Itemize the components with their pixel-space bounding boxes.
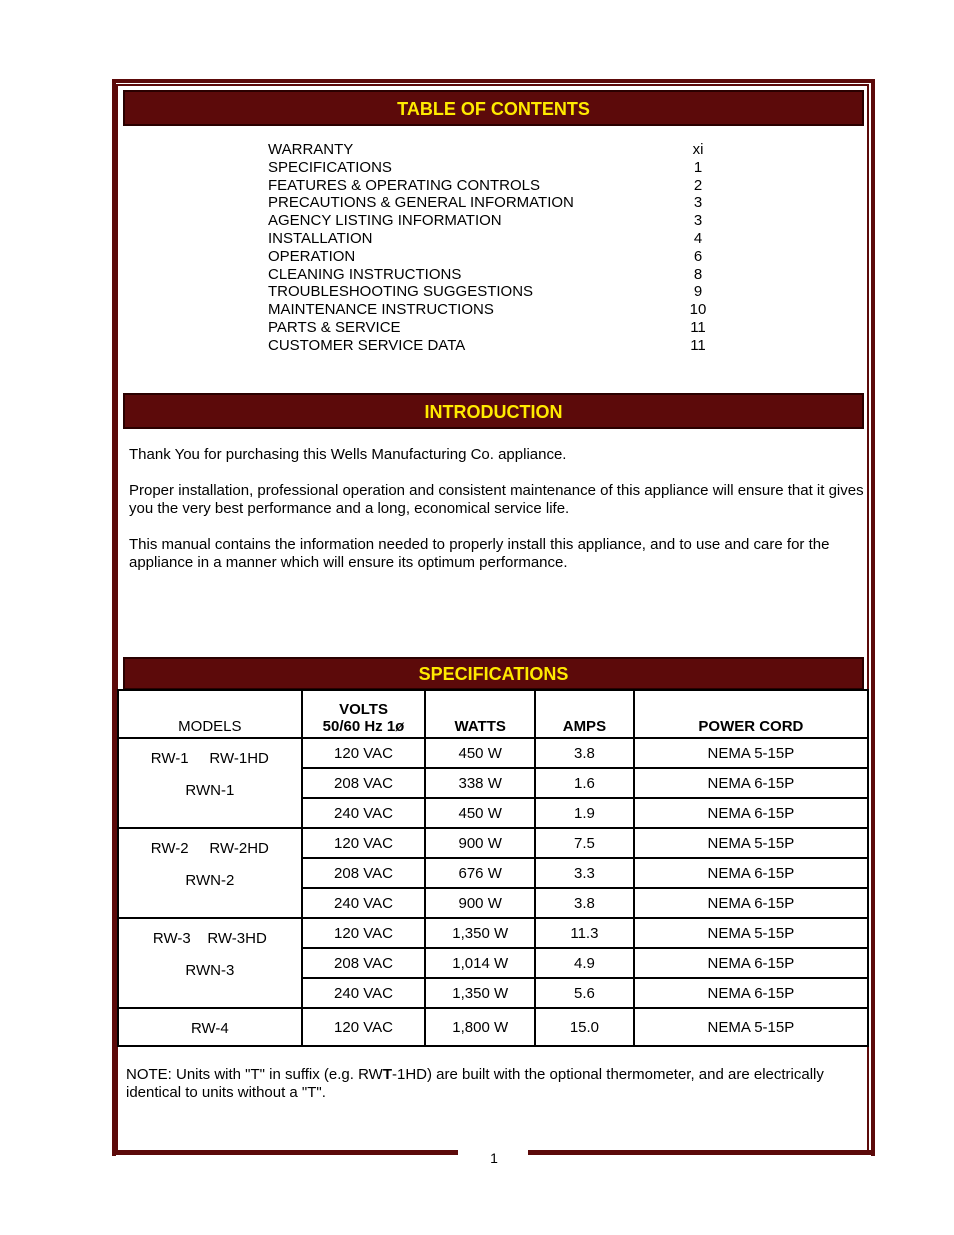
cell-volts: 208 VAC	[302, 858, 426, 888]
note-text-bold: T	[382, 1066, 392, 1083]
cell-amps: 11.3	[535, 918, 634, 948]
toc-entry	[268, 230, 708, 248]
model-cell	[118, 918, 302, 1008]
frame-bottom-left	[112, 1150, 458, 1155]
page-number: 1	[490, 1150, 498, 1166]
toc-list	[268, 141, 708, 355]
toc-entry-page: 8	[693, 265, 703, 283]
cell-cord: NEMA 6-15P	[634, 858, 868, 888]
header-volts-line2: 50/60 Hz 1ø	[322, 718, 405, 735]
toc-entry-title: INSTALLATION	[268, 229, 373, 247]
header-volts	[302, 690, 426, 738]
cell-cord: NEMA 5-15P	[634, 738, 868, 768]
toc-entry-page: 1	[693, 158, 703, 176]
header-watts: WATTS	[425, 690, 535, 738]
toc-entry-title: CUSTOMER SERVICE DATA	[268, 336, 466, 354]
cell-watts: 1,800 W	[425, 1008, 535, 1046]
cell-volts: 240 VAC	[302, 978, 426, 1008]
cell-cord: NEMA 6-15P	[634, 888, 868, 918]
cell-cord: NEMA 5-15P	[634, 1008, 868, 1046]
toc-entry-page: 11	[690, 336, 706, 354]
toc-entry	[268, 319, 708, 337]
toc-entry	[268, 177, 708, 195]
cell-volts: 120 VAC	[302, 828, 426, 858]
toc-entry-title: FEATURES & OPERATING CONTROLS	[268, 176, 540, 194]
header-volts-line1: VOLTS	[339, 701, 388, 718]
toc-entry	[268, 194, 708, 212]
toc-entry-page: 9	[693, 283, 703, 301]
cell-amps: 7.5	[535, 828, 634, 858]
cell-watts: 1,350 W	[425, 918, 535, 948]
specifications-table	[117, 689, 869, 1047]
model-cell	[118, 1008, 302, 1046]
table-row	[118, 828, 868, 858]
model-line-1: RW-3 RW-3HD	[152, 930, 267, 947]
cell-cord: NEMA 6-15P	[634, 798, 868, 828]
toc-entry-title: MAINTENANCE INSTRUCTIONS	[268, 301, 494, 319]
cell-watts: 900 W	[425, 888, 535, 918]
table-row	[118, 1008, 868, 1046]
specifications-note	[126, 1066, 866, 1102]
model-line-1: RW-4	[190, 1020, 229, 1037]
cell-volts: 208 VAC	[302, 948, 426, 978]
header-models: MODELS	[118, 690, 302, 738]
table-header-row	[118, 690, 868, 738]
toc-entry-page: 10	[689, 301, 707, 319]
cell-amps: 5.6	[535, 978, 634, 1008]
toc-entry	[268, 248, 708, 266]
toc-entry-title: CLEANING INSTRUCTIONS	[268, 265, 462, 283]
toc-heading: TABLE OF CONTENTS	[123, 90, 864, 126]
toc-entry	[268, 212, 708, 230]
table-row	[118, 738, 868, 768]
toc-entry-page: 11	[690, 318, 706, 336]
header-power-cord: POWER CORD	[634, 690, 868, 738]
specifications-heading: SPECIFICATIONS	[123, 657, 864, 690]
toc-entry	[268, 159, 708, 177]
cell-watts: 676 W	[425, 858, 535, 888]
cell-cord: NEMA 6-15P	[634, 768, 868, 798]
toc-entry-page: 3	[693, 212, 703, 230]
cell-amps: 1.9	[535, 798, 634, 828]
cell-cord: NEMA 6-15P	[634, 948, 868, 978]
cell-volts: 208 VAC	[302, 768, 426, 798]
cell-amps: 3.8	[535, 888, 634, 918]
toc-entry-title: AGENCY LISTING INFORMATION	[268, 212, 502, 230]
intro-paragraph: Thank You for purchasing this Wells Manufacturing Co. appliance.	[129, 446, 567, 463]
toc-entry-page: 4	[693, 229, 703, 247]
model-line-1: RW-2 RW-2HD	[150, 840, 269, 857]
toc-entry-title: TROUBLESHOOTING SUGGESTIONS	[268, 283, 534, 301]
model-cell	[118, 828, 302, 918]
cell-amps: 3.3	[535, 858, 634, 888]
cell-watts: 1,350 W	[425, 978, 535, 1008]
cell-amps: 1.6	[535, 768, 634, 798]
cell-cord: NEMA 6-15P	[634, 978, 868, 1008]
header-amps: AMPS	[535, 690, 634, 738]
cell-cord: NEMA 5-15P	[634, 918, 868, 948]
toc-entry	[268, 266, 708, 284]
toc-entry-title: SPECIFICATIONS	[268, 158, 392, 176]
frame-bottom-right	[528, 1150, 875, 1155]
cell-volts: 120 VAC	[302, 918, 426, 948]
cell-watts: 1,014 W	[425, 948, 535, 978]
introduction-body	[129, 446, 864, 590]
intro-paragraph: Proper installation, professional operation and consistent maintenance of this appliance will ensure that it gives you the very best performance and a long, economical service life.	[129, 482, 864, 517]
toc-entry-page: 6	[693, 247, 703, 265]
note-text-suffix: -1HD) are built with the optional thermometer, and are electrically identical to units without a "T".	[126, 1066, 824, 1101]
note-text-prefix: NOTE: Units with "T" in suffix (e.g. RW	[126, 1066, 383, 1083]
introduction-heading: INTRODUCTION	[123, 393, 864, 429]
model-line-2: RWN-2	[185, 872, 235, 889]
toc-entry-title: PRECAUTIONS & GENERAL INFORMATION	[268, 194, 574, 212]
model-cell	[118, 738, 302, 828]
toc-entry	[268, 283, 708, 301]
cell-cord: NEMA 5-15P	[634, 828, 868, 858]
toc-entry-page: xi	[692, 141, 704, 158]
model-line-1: RW-1 RW-1HD	[150, 750, 269, 767]
cell-volts: 240 VAC	[302, 888, 426, 918]
model-line-2: RWN-3	[185, 962, 235, 979]
toc-entry-page: 2	[693, 176, 703, 194]
intro-paragraph: This manual contains the information needed to properly install this appliance, and to use and care for the appliance in a manner which will ensure its optimum performance.	[129, 536, 830, 571]
toc-entry-title: PARTS & SERVICE	[268, 318, 401, 336]
toc-entry-title: OPERATION	[268, 247, 356, 265]
cell-watts: 450 W	[425, 738, 535, 768]
toc-entry	[268, 301, 708, 319]
model-line-2: RWN-1	[185, 782, 235, 799]
cell-volts: 120 VAC	[302, 1008, 426, 1046]
cell-amps: 4.9	[535, 948, 634, 978]
toc-entry	[268, 141, 708, 159]
cell-volts: 120 VAC	[302, 738, 426, 768]
cell-amps: 3.8	[535, 738, 634, 768]
cell-watts: 900 W	[425, 828, 535, 858]
toc-entry	[268, 337, 708, 355]
cell-watts: 338 W	[425, 768, 535, 798]
cell-watts: 450 W	[425, 798, 535, 828]
table-row	[118, 918, 868, 948]
cell-volts: 240 VAC	[302, 798, 426, 828]
toc-entry-title: WARRANTY	[268, 141, 354, 158]
toc-entry-page: 3	[693, 194, 703, 212]
cell-amps: 15.0	[535, 1008, 634, 1046]
